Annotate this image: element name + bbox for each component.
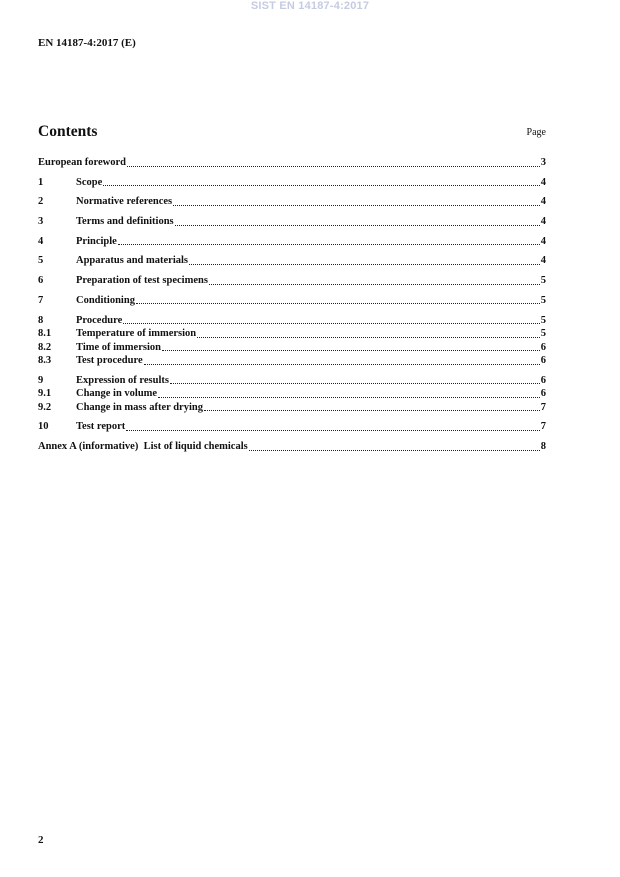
section-title: Principle (76, 235, 117, 247)
section-title: Preparation of test specimens (76, 275, 208, 287)
document-id-header: EN 14187-4:2017 (E) (38, 37, 136, 49)
toc-entry-scope[interactable] (38, 176, 546, 190)
toc-entry-test-procedure[interactable] (38, 354, 546, 368)
section-title: Procedure (76, 314, 123, 326)
page-number: 4 (540, 216, 546, 228)
page-number: 7 (540, 401, 546, 413)
section-number: 9.2 (38, 401, 52, 413)
section-title: Test report (76, 421, 126, 433)
dot-leader (126, 430, 539, 431)
page-number: 6 (540, 374, 546, 386)
page-number: 4 (540, 255, 546, 267)
dot-leader (136, 303, 540, 304)
toc-entry-normative-references[interactable] (38, 195, 546, 209)
dot-leader (162, 350, 540, 351)
page-number: 8 (540, 441, 546, 453)
toc-entry-change-in-mass-after-drying[interactable] (38, 401, 546, 415)
toc-entry-change-in-volume[interactable] (38, 387, 546, 401)
table-of-contents (38, 156, 546, 454)
dot-leader (118, 244, 540, 245)
page-number: 5 (540, 328, 546, 339)
dot-leader (189, 264, 540, 265)
section-number: 9.1 (38, 388, 52, 400)
watermark: SIST EN 14187-4:2017 (250, 0, 370, 12)
section-number: 8.3 (38, 355, 52, 366)
dot-leader (173, 205, 540, 206)
page-number: 4 (540, 235, 546, 247)
dot-leader (197, 337, 540, 338)
section-number: 6 (38, 275, 44, 287)
section-title: Annex A (informative) List of liquid chemicals (38, 441, 248, 453)
section-title: Temperature of immersion (76, 328, 197, 339)
toc-entry-test-report[interactable] (38, 420, 546, 434)
section-number: 8 (38, 314, 44, 326)
page-number: 5 (540, 275, 546, 287)
page-number: 6 (540, 388, 546, 400)
toc-entry-time-of-immersion[interactable] (38, 341, 546, 355)
section-title: Change in mass after drying (76, 401, 203, 413)
section-title: Scope (76, 176, 103, 188)
section-number: 8.2 (38, 341, 52, 353)
section-title: Conditioning (76, 294, 135, 306)
section-title: Expression of results (76, 374, 169, 386)
section-title: Normative references (76, 196, 173, 208)
dot-leader (209, 284, 540, 285)
section-title: Time of immersion (76, 341, 161, 353)
page-number: 6 (540, 355, 546, 366)
toc-entry-conditioning[interactable] (38, 294, 546, 308)
section-title: Terms and definitions (76, 216, 174, 228)
footer-page-number: 2 (38, 834, 44, 846)
page-column-label: Page (526, 127, 546, 138)
page-number: 7 (540, 421, 546, 433)
section-number: 9 (38, 374, 44, 386)
toc-entry-apparatus-and-materials[interactable] (38, 254, 546, 268)
dot-leader (158, 397, 540, 398)
section-number: 3 (38, 216, 44, 228)
section-number: 8.1 (38, 328, 52, 339)
section-title: Test procedure (76, 355, 143, 366)
dot-leader (103, 185, 540, 186)
dot-leader (144, 364, 540, 365)
page-number: 5 (540, 294, 546, 306)
section-number: 2 (38, 196, 44, 208)
toc-entry-terms-and-definitions[interactable] (38, 215, 546, 229)
section-number: 4 (38, 235, 44, 247)
toc-entry-principle[interactable] (38, 235, 546, 249)
page-number: 5 (540, 314, 546, 326)
dot-leader (204, 410, 540, 411)
toc-entry-annex-a[interactable] (38, 440, 546, 454)
section-number: 10 (38, 421, 49, 433)
dot-leader (127, 166, 540, 167)
page-number: 6 (540, 341, 546, 353)
dot-leader (249, 450, 540, 451)
contents-heading: Contents (38, 123, 98, 140)
dot-leader (170, 383, 540, 384)
page-number: 4 (540, 176, 546, 188)
toc-entry-procedure[interactable] (38, 314, 546, 328)
section-number: 5 (38, 255, 44, 267)
section-number: 7 (38, 294, 44, 306)
dot-leader (175, 225, 540, 226)
page-number: 3 (540, 157, 546, 168)
section-number: 1 (38, 176, 44, 188)
dot-leader (123, 323, 539, 324)
toc-entry-expression-of-results[interactable] (38, 374, 546, 388)
section-title: Change in volume (76, 388, 158, 400)
section-title: Apparatus and materials (76, 255, 189, 267)
toc-entry-temperature-of-immersion[interactable] (38, 327, 546, 341)
page-number: 4 (540, 196, 546, 208)
section-title: European foreword (38, 157, 126, 168)
toc-entry-preparation-of-test-specimens[interactable] (38, 274, 546, 288)
toc-entry-european-foreword[interactable] (38, 156, 546, 170)
